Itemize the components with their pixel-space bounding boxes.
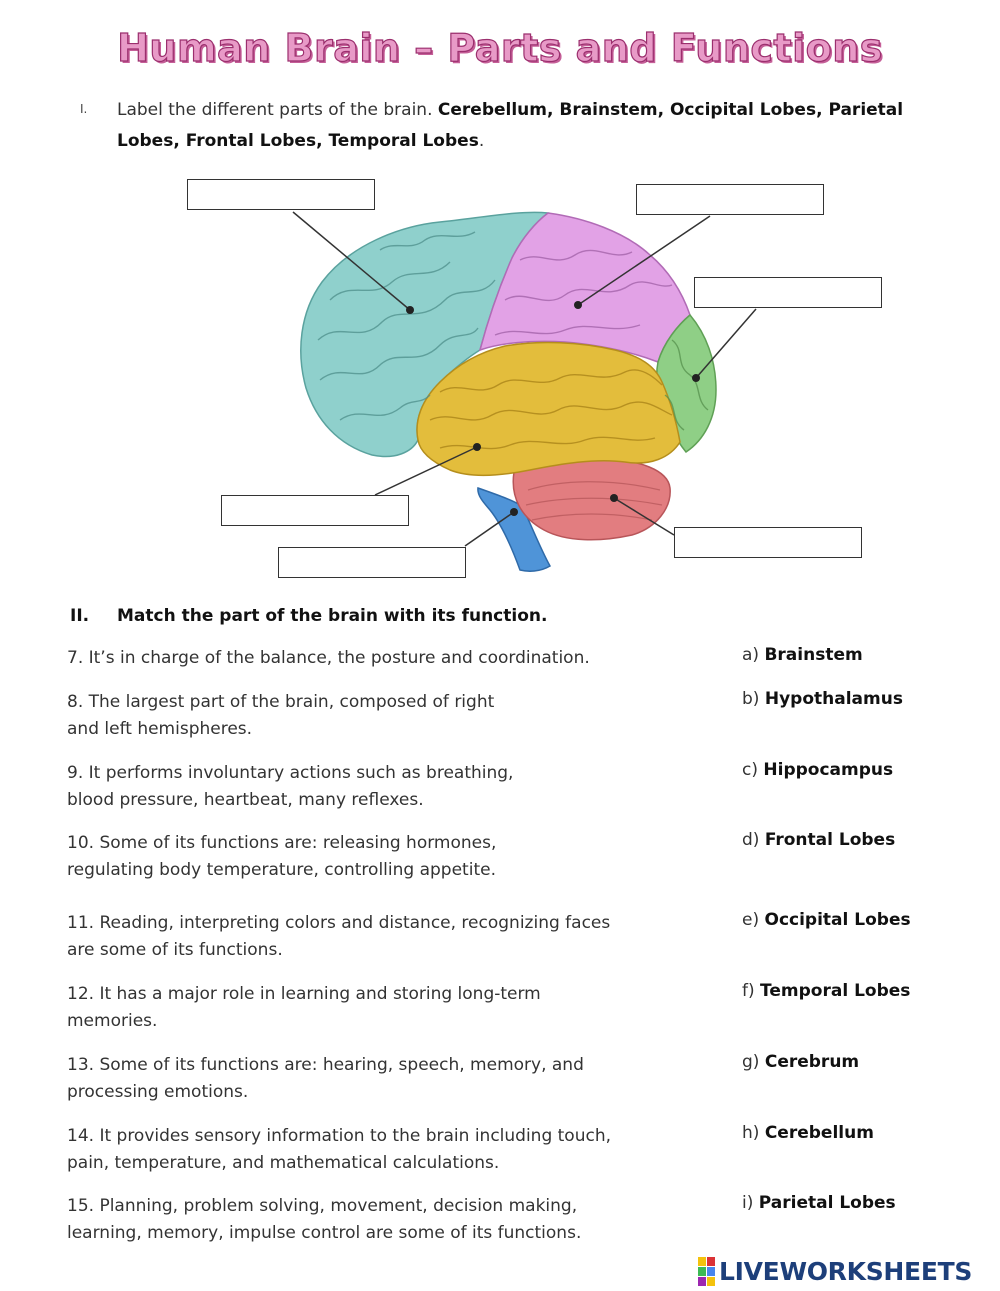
question-line: blood pressure, heartbeat, many reflexes.	[67, 790, 424, 810]
question-line: regulating body temperature, controlling appetite.	[67, 860, 496, 880]
liveworksheets-logo-icon	[698, 1257, 715, 1286]
answer-term: Cerebellum	[764, 1123, 874, 1143]
question-line: and left hemispheres.	[67, 719, 253, 739]
label-box-parietal[interactable]	[636, 184, 824, 215]
answer-letter: e)	[742, 910, 760, 930]
question-line: memories.	[67, 1011, 158, 1031]
question-12	[67, 981, 667, 1035]
label-box-cerebellum[interactable]	[674, 527, 862, 558]
answer-a[interactable]	[742, 645, 863, 665]
answer-term: Hippocampus	[763, 760, 894, 780]
part1-number: I.	[80, 102, 88, 116]
answer-f[interactable]	[742, 981, 910, 1001]
part1-intro: Label the different parts of the brain.	[117, 100, 438, 120]
question-11	[67, 910, 667, 964]
answer-h[interactable]	[742, 1123, 874, 1143]
answer-letter: c)	[742, 760, 758, 780]
question-line: 12. It has a major role in learning and storing long-term	[67, 984, 541, 1004]
part2-number: II.	[70, 606, 90, 626]
question-line: 9. It performs involuntary actions such as breathing,	[67, 763, 514, 783]
answer-term: Temporal Lobes	[760, 981, 911, 1001]
label-box-brainstem[interactable]	[278, 547, 466, 578]
question-line: 11. Reading, interpreting colors and distance, recognizing faces	[67, 913, 611, 933]
question-line: 15. Planning, problem solving, movement, decision making,	[67, 1196, 578, 1216]
part1-end: .	[478, 131, 485, 151]
part1-terms: Cerebellum, Brainstem, Occipital Lobes, Parietal Lobes, Frontal Lobes, Temporal Lobes	[117, 100, 904, 151]
label-box-frontal[interactable]	[187, 179, 375, 210]
question-line: processing emotions.	[67, 1082, 249, 1102]
answer-b[interactable]	[742, 689, 903, 709]
label-input[interactable]	[188, 180, 374, 209]
question-9	[67, 760, 667, 814]
answer-d[interactable]	[742, 830, 895, 850]
question-line: 10. Some of its functions are: releasing hormones,	[67, 833, 497, 853]
question-13	[67, 1052, 667, 1106]
question-14	[67, 1123, 667, 1177]
question-line: 8. The largest part of the brain, composed of right	[67, 692, 495, 712]
label-box-occipital[interactable]	[694, 277, 882, 308]
answer-term: Brainstem	[764, 645, 863, 665]
answer-e[interactable]	[742, 910, 911, 930]
answer-i[interactable]	[742, 1193, 896, 1213]
label-input[interactable]	[222, 496, 408, 525]
answer-term: Frontal Lobes	[764, 830, 896, 850]
answer-letter: i)	[742, 1193, 754, 1213]
label-box-temporal[interactable]	[221, 495, 409, 526]
answer-letter: f)	[742, 981, 755, 1001]
label-input[interactable]	[695, 278, 881, 307]
label-input[interactable]	[675, 528, 861, 557]
question-line: 13. Some of its functions are: hearing, speech, memory, and	[67, 1055, 584, 1075]
answer-g[interactable]	[742, 1052, 859, 1072]
answer-letter: d)	[742, 830, 760, 850]
part2-heading: Match the part of the brain with its function.	[117, 606, 548, 626]
question-line: 7. It’s in charge of the balance, the posture and coordination.	[67, 648, 590, 668]
question-line: pain, temperature, and mathematical calculations.	[67, 1153, 500, 1173]
question-8	[67, 689, 667, 743]
answer-term: Cerebrum	[764, 1052, 860, 1072]
answer-term: Hypothalamus	[764, 689, 903, 709]
question-line: learning, memory, impulse control are some of its functions.	[67, 1223, 582, 1243]
answer-term: Occipital Lobes	[764, 910, 911, 930]
question-7	[67, 645, 667, 672]
question-line: 14. It provides sensory information to the brain including touch,	[67, 1126, 612, 1146]
liveworksheets-logo-text: LIVEWORKSHEETS	[719, 1256, 973, 1286]
label-input[interactable]	[279, 548, 465, 577]
label-input[interactable]	[637, 185, 823, 214]
answer-letter: b)	[742, 689, 760, 709]
question-10	[67, 830, 667, 884]
answer-letter: a)	[742, 645, 760, 665]
answer-term: Parietal Lobes	[758, 1193, 896, 1213]
answer-letter: g)	[742, 1052, 760, 1072]
question-15	[67, 1193, 667, 1247]
answer-c[interactable]	[742, 760, 893, 780]
answer-letter: h)	[742, 1123, 760, 1143]
liveworksheets-logo[interactable]	[698, 1256, 972, 1286]
worksheet-title: Human Brain – Parts and Functions	[117, 26, 883, 70]
question-line: are some of its functions.	[67, 940, 283, 960]
